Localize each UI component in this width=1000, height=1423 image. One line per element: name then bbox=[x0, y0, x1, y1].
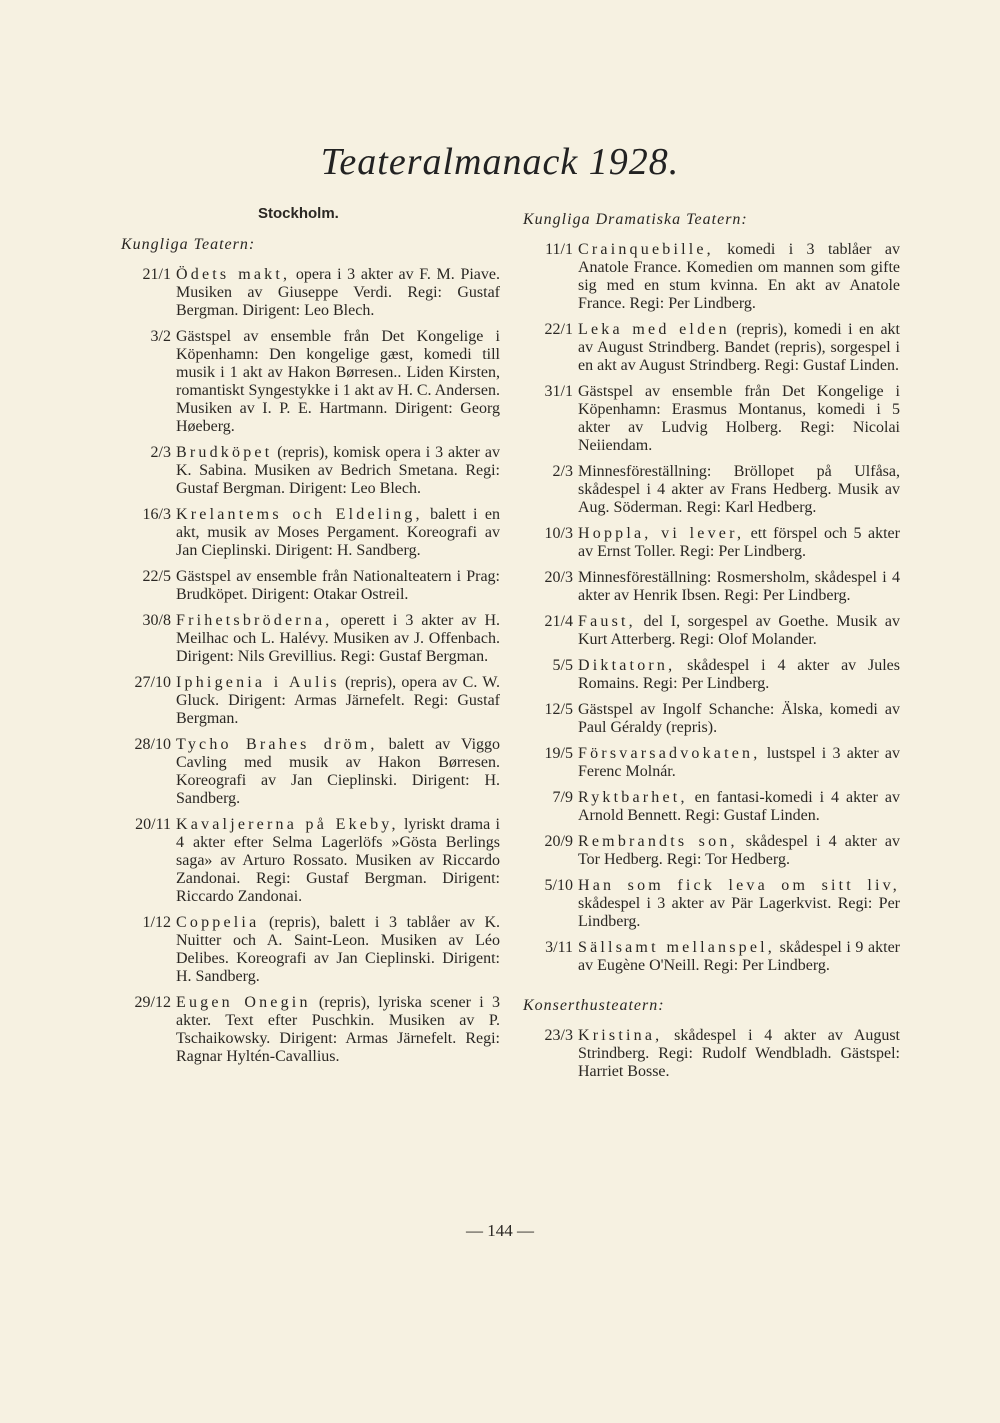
entry-description bbox=[176, 444, 500, 498]
section-heading-konserthusteatern: Konserthusteatern: bbox=[523, 997, 665, 1014]
calendar-entry bbox=[118, 914, 500, 986]
entry-title: Krelantems och Eldeling, bbox=[176, 506, 423, 523]
entry-description bbox=[578, 877, 900, 931]
entry-text: lustspel i 3 akter av Ferenc Molnár. bbox=[578, 745, 900, 780]
entry-date: 27/10 bbox=[134, 674, 171, 691]
entry-date: 20/9 bbox=[544, 833, 573, 850]
entry-description bbox=[578, 613, 900, 649]
entry-title: Diktatorn, bbox=[578, 657, 676, 674]
entry-date: 3/2 bbox=[150, 328, 171, 345]
entry-date: 22/5 bbox=[142, 568, 171, 585]
entry-date: 2/3 bbox=[150, 444, 171, 461]
calendar-entry bbox=[118, 816, 500, 906]
calendar-entry bbox=[520, 939, 900, 975]
entry-title: Faust, bbox=[578, 613, 636, 630]
entry-description bbox=[176, 266, 500, 320]
entry-title: Kristina, bbox=[578, 1027, 663, 1044]
entry-text: operett i 3 akter av H. Meilhac och L. Halévy. Musiken av J. Offenbach. Dirigent: Nils Grevillius. Regi: Gustaf Bergman. bbox=[176, 612, 500, 665]
entry-description bbox=[578, 833, 900, 869]
calendar-entry bbox=[118, 736, 500, 808]
entry-description bbox=[578, 569, 900, 605]
entry-date: 28/10 bbox=[134, 736, 171, 753]
entry-date: 5/5 bbox=[552, 657, 573, 674]
entry-text: opera i 3 akter av F. M. Piave. Musiken av Giuseppe Verdi. Regi: Gustaf Bergman. Dirigent: Leo Blech. bbox=[176, 266, 500, 319]
entry-date: 20/3 bbox=[544, 569, 573, 586]
entry-text: Gästspel av ensemble från Det Kongelige i Köpenhamn: Den kongelige gæst, komedi till musik i 1 akt av Hakon Børresen.. Liden Kirsten, romantiskt Syngestykke i 1 akt av H. C. Andersen. Musiken av I. P. E. Hartmann. Dirigent: Georg Høeberg. bbox=[176, 328, 500, 435]
entry-title: Iphigenia i Aulis bbox=[176, 674, 340, 691]
calendar-entry bbox=[520, 833, 900, 869]
entry-date: 21/4 bbox=[544, 613, 573, 630]
entry-date: 10/3 bbox=[544, 525, 573, 542]
entry-text: (repris), balett i 3 tablåer av K. Nuitter och A. Saint-Leon. Musiken av Léo Delibes. Koreografi av Jan Cieplinski. Dirigent: H. Sandberg. bbox=[176, 914, 500, 985]
right-column bbox=[520, 205, 900, 1089]
calendar-entry bbox=[520, 877, 900, 931]
calendar-entry bbox=[520, 241, 900, 313]
entry-text: lyriskt drama i 4 akter efter Selma Lagerlöfs »Gösta Berlings saga» av Arturo Rossato. Musiken av Riccardo Zandonai. Regi: Gustaf Bergman. Dirigent: Riccardo Zandonai. bbox=[176, 816, 500, 905]
entry-date: 16/3 bbox=[142, 506, 171, 523]
calendar-entry bbox=[520, 569, 900, 605]
entry-date: 3/11 bbox=[545, 939, 573, 956]
calendar-entry bbox=[520, 613, 900, 649]
entry-date: 23/3 bbox=[544, 1027, 573, 1044]
calendar-entry bbox=[520, 789, 900, 825]
entry-description bbox=[176, 994, 500, 1066]
entry-text: (repris), lyriska scener i 3 akter. Text efter Puschkin. Musiken av P. Tschaikowsky. Dirigent: Armas Järnefelt. Regi: Ragnar Hyltén-Cavallius. bbox=[176, 994, 500, 1065]
calendar-entry bbox=[520, 525, 900, 561]
entry-title: Kavaljererna på Ekeby, bbox=[176, 816, 399, 833]
entry-text: Gästspel av Ingolf Schanche: Älska, komedi av Paul Géraldy (repris). bbox=[578, 701, 900, 736]
entry-description bbox=[578, 463, 900, 517]
entry-text: en fantasi-komedi i 4 akter av Arnold Bennett. Regi: Gustaf Linden. bbox=[578, 789, 900, 824]
calendar-entry bbox=[118, 266, 500, 320]
entry-title: Crainquebille, bbox=[578, 241, 714, 258]
entry-text: (repris), komedi i en akt av August Strindberg. Bandet (repris), sorgespel i en akt av August Strindberg. Regi: Gustaf Linden. bbox=[578, 321, 900, 374]
entry-date: 5/10 bbox=[544, 877, 573, 894]
entry-date: 7/9 bbox=[552, 789, 573, 806]
calendar-entry bbox=[118, 328, 500, 436]
calendar-entry bbox=[520, 321, 900, 375]
entry-description bbox=[176, 816, 500, 906]
entry-date: 11/1 bbox=[545, 241, 573, 258]
section-heading-dramatiska-teatern: Kungliga Dramatiska Teatern: bbox=[523, 211, 748, 228]
entry-description bbox=[176, 674, 500, 728]
calendar-entry bbox=[520, 1027, 900, 1081]
entry-date: 31/1 bbox=[544, 383, 573, 400]
entry-date: 2/3 bbox=[552, 463, 573, 480]
page-number: — 144 — bbox=[466, 1221, 534, 1240]
calendar-entry bbox=[118, 444, 500, 498]
calendar-entry bbox=[520, 745, 900, 781]
section-heading-kungliga-teatern: Kungliga Teatern: bbox=[121, 236, 256, 253]
entry-description bbox=[176, 328, 500, 436]
entry-description bbox=[578, 789, 900, 825]
entry-text: Minnesföreställning: Bröllopet på Ulfåsa, skådespel i 4 akter av Frans Hedberg. Musik av Aug. Söderman. Regi: Karl Hedberg. bbox=[578, 463, 900, 516]
entry-date: 20/11 bbox=[135, 816, 171, 833]
entry-text: (repris), komisk opera i 3 akter av K. Sabina. Musiken av Bedrich Smetana. Regi: Gustaf Bergman. Dirigent: Leo Blech. bbox=[176, 444, 500, 497]
left-column bbox=[118, 205, 500, 1074]
entry-text: skådespel i 3 akter av Pär Lagerkvist. Regi: Per Lindberg. bbox=[578, 895, 900, 930]
left-entry-list bbox=[118, 266, 500, 1066]
right-entry-list bbox=[520, 241, 900, 975]
entry-text: balett i en akt, musik av Moses Pergament. Koreografi av Jan Cieplinski. Dirigent: H. Sandberg. bbox=[176, 506, 500, 559]
page-title: Teateralmanack 1928. bbox=[320, 141, 680, 183]
entry-text: Gästspel av ensemble från Nationalteatern i Prag: Brudköpet. Dirigent: Otakar Ostreil. bbox=[176, 568, 500, 603]
entry-description bbox=[176, 506, 500, 560]
calendar-entry bbox=[520, 657, 900, 693]
calendar-entry bbox=[520, 701, 900, 737]
entry-title: Coppelia bbox=[176, 914, 260, 931]
entry-title: Ryktbarhet, bbox=[578, 789, 688, 806]
calendar-entry bbox=[118, 994, 500, 1066]
calendar-entry bbox=[118, 506, 500, 560]
calendar-entry bbox=[520, 463, 900, 517]
entry-description bbox=[578, 241, 900, 313]
entry-description bbox=[578, 1027, 900, 1081]
entry-date: 1/12 bbox=[142, 914, 171, 931]
entry-title: Hoppla, vi lever, bbox=[578, 525, 745, 542]
entry-description bbox=[176, 612, 500, 666]
entry-date: 21/1 bbox=[142, 266, 171, 283]
entry-text: skådespel i 4 akter av Tor Hedberg. Regi: Tor Hedberg. bbox=[578, 833, 900, 868]
calendar-entry bbox=[118, 612, 500, 666]
entry-description bbox=[176, 568, 500, 604]
entry-description bbox=[578, 939, 900, 975]
entry-text: Minnesföreställning: Rosmersholm, skådespel i 4 akter av Henrik Ibsen. Regi: Per Lindberg. bbox=[578, 569, 900, 604]
entry-text: skådespel i 9 akter av Eugène O'Neill. Regi: Per Lindberg. bbox=[578, 939, 901, 974]
entry-text: skådespel i 4 akter av Jules Romains. Regi: Per Lindberg. bbox=[578, 657, 900, 692]
entry-title: Tycho Brahes dröm, bbox=[176, 736, 378, 753]
entry-description bbox=[578, 383, 900, 455]
entry-date: 19/5 bbox=[544, 745, 573, 762]
entry-description bbox=[176, 914, 500, 986]
entry-description bbox=[176, 736, 500, 808]
entry-date: 12/5 bbox=[544, 701, 573, 718]
entry-title: Frihetsbröderna, bbox=[176, 612, 333, 629]
entry-description bbox=[578, 657, 900, 693]
entry-description bbox=[578, 701, 900, 737]
calendar-entry bbox=[118, 568, 500, 604]
entry-date: 22/1 bbox=[544, 321, 573, 338]
entry-text: ett förspel och 5 akter av Ernst Toller. Regi: Per Lindberg. bbox=[578, 525, 900, 560]
entry-title: Leka med elden bbox=[578, 321, 730, 338]
entry-text: skådespel i 4 akter av August Strindberg. Regi: Rudolf Wendbladh. Gästspel: Harriet Bosse. bbox=[578, 1027, 900, 1080]
entry-title: Han som fick leva om sitt liv, bbox=[578, 877, 900, 894]
calendar-entry bbox=[520, 383, 900, 455]
entry-text: komedi i 3 tablåer av Anatole France. Komedien om mannen som gifte sig med en stum kvinna. En akt av Anatole France. Regi: Per Lindberg. bbox=[578, 241, 900, 312]
city-heading: Stockholm. bbox=[258, 205, 339, 222]
entry-description bbox=[578, 745, 900, 781]
entry-title: Sällsamt mellanspel, bbox=[578, 939, 776, 956]
entry-title: Brudköpet bbox=[176, 444, 273, 461]
konserthus-entry-list bbox=[520, 1027, 900, 1081]
entry-text: balett av Viggo Cavling med musik av Hakon Børresen. Koreografi av Jan Cieplinski. Dirigent: H. Sandberg. bbox=[176, 736, 501, 807]
entry-title: Ödets makt, bbox=[176, 266, 291, 283]
entry-description bbox=[578, 525, 900, 561]
entry-text: Gästspel av ensemble från Det Kongelige i Köpenhamn: Erasmus Montanus, komedi i 5 akter av Ludvig Holberg. Regi: Nicolai Neiiendam. bbox=[578, 383, 900, 454]
entry-date: 30/8 bbox=[142, 612, 171, 629]
entry-text: (repris), opera av C. W. Gluck. Dirigent: Armas Järnefelt. Regi: Gustaf Bergman. bbox=[176, 674, 500, 727]
entry-description bbox=[578, 321, 900, 375]
entry-title: Försvarsadvokaten, bbox=[578, 745, 761, 762]
entry-date: 29/12 bbox=[134, 994, 171, 1011]
entry-title: Eugen Onegin bbox=[176, 994, 311, 1011]
entry-title: Rembrandts son, bbox=[578, 833, 738, 850]
entry-text: del I, sorgespel av Goethe. Musik av Kurt Atterberg. Regi: Olof Molander. bbox=[578, 613, 900, 648]
calendar-entry bbox=[118, 674, 500, 728]
